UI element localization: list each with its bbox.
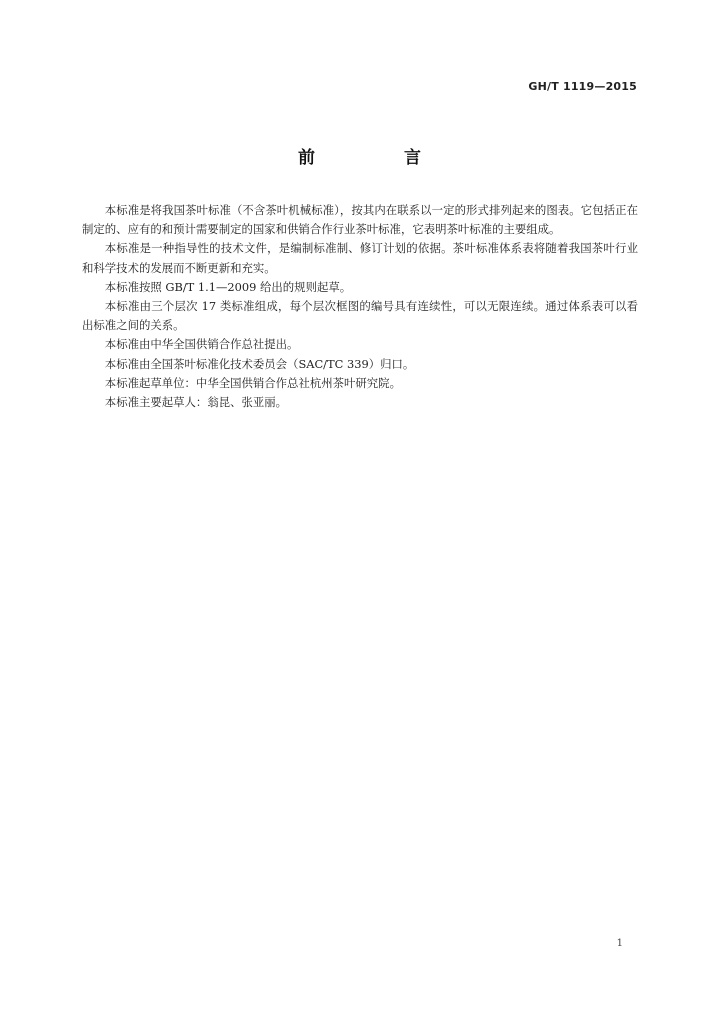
paragraph-scope: 本标准是将我国茶叶标准（不含茶叶机械标准），按其内在联系以一定的形式排列起来的图表。它包括正在制定的、应有的和预计需要制定的国家和供销合作行业茶叶标准，它表明茶叶标准的主要组成。	[82, 203, 638, 237]
page-title: 前 言	[298, 148, 457, 168]
page-number: 1	[616, 938, 623, 949]
paragraph-purpose: 本标准是一种指导性的技术文件，是编制标准制、修订计划的依据。茶叶标准体系表将随着我国茶叶行业和科学技术的发展而不断更新和充实。	[82, 241, 638, 275]
paragraph-drafting-unit: 本标准起草单位：中华全国供销合作总社杭州茶叶研究院。	[104, 375, 401, 390]
paragraph-drafting-rules: 本标准按照 GB/T 1.1—2009 给出的规则起草。	[104, 279, 352, 294]
foreword-body	[82, 201, 638, 412]
paragraph-structure: 本标准由三个层次 17 类标准组成，每个层次框图的编号具有连续性，可以无限连续。通过体系表可以看出标准之间的关系。	[82, 299, 638, 333]
paragraph-proposer: 本标准由中华全国供销合作总社提出。	[104, 337, 299, 352]
paragraph-drafters: 本标准主要起草人：翁昆、张亚丽。	[104, 395, 288, 410]
paragraph-committee: 本标准由全国茶叶标准化技术委员会（SAC/TC 339）归口。	[104, 356, 415, 371]
standard-code: GH/T 1119—2015	[528, 80, 637, 93]
